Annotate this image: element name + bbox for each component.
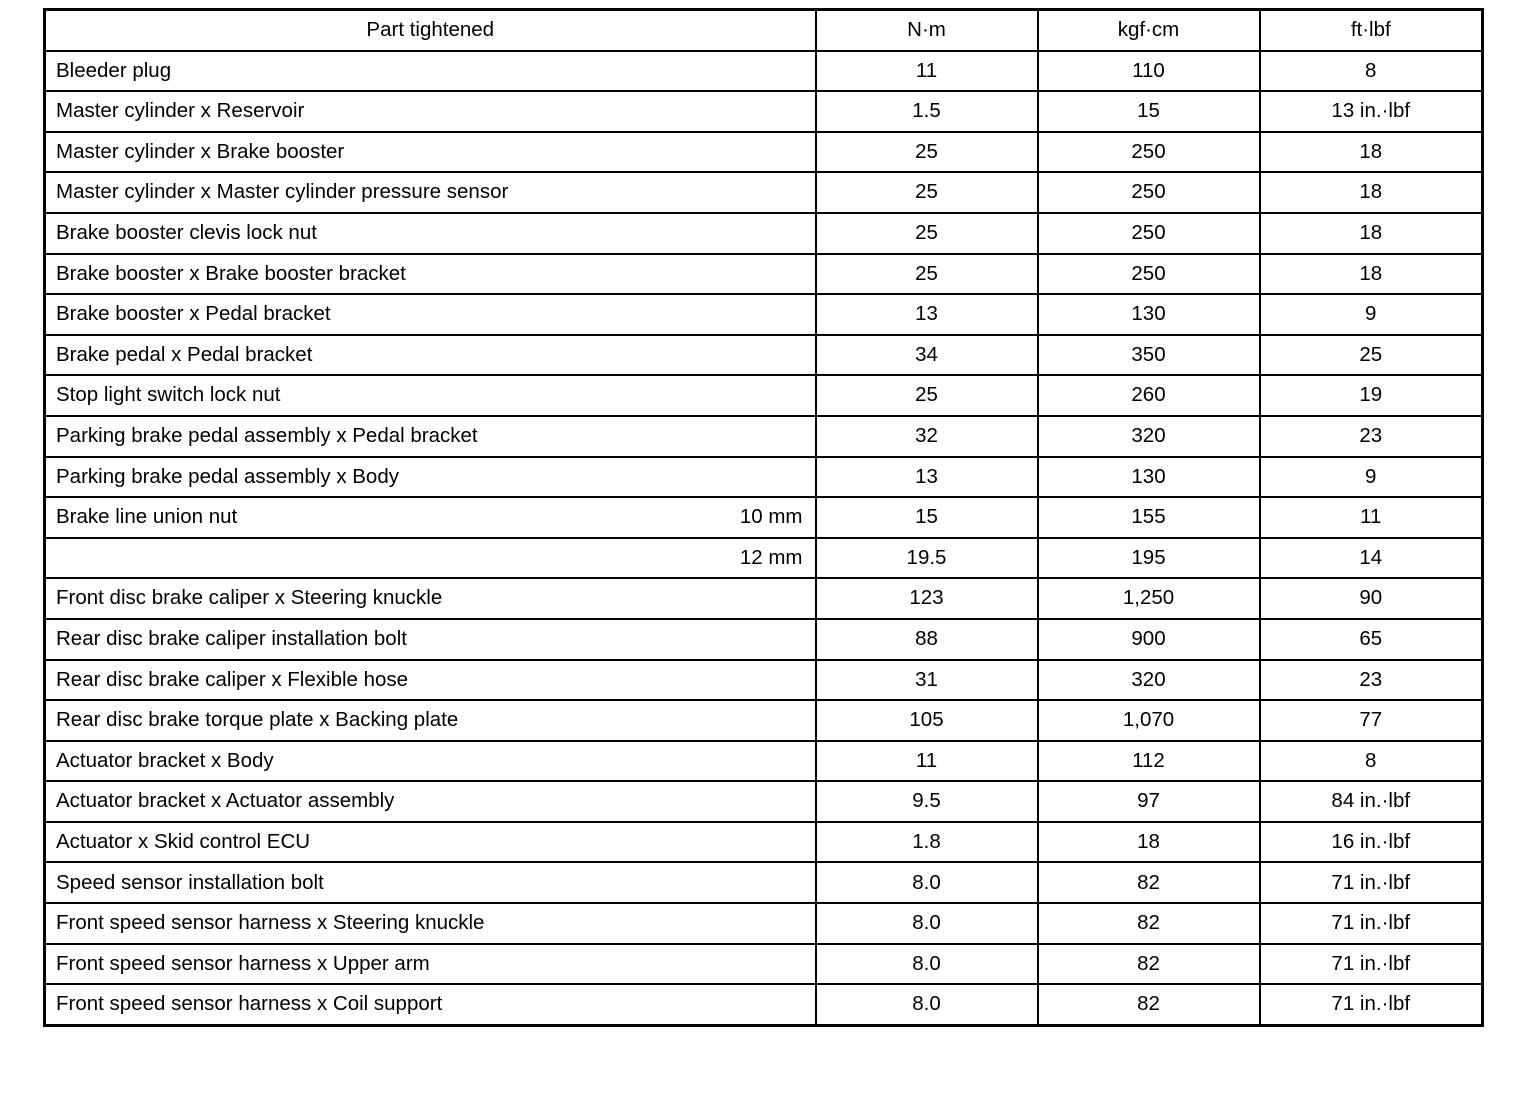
- nm-cell: 19.5: [816, 538, 1038, 579]
- table-row: [45, 375, 1483, 416]
- ft-lbf-cell: 71 in.·lbf: [1260, 903, 1483, 944]
- table-row: [45, 294, 1483, 335]
- kgf-cm-cell: 82: [1038, 903, 1260, 944]
- part-cell: [45, 294, 816, 335]
- table-row: [45, 781, 1483, 822]
- nm-cell: 15: [816, 497, 1038, 538]
- part-name: Actuator x Skid control ECU: [56, 829, 311, 853]
- nm-cell: 25: [816, 254, 1038, 295]
- table-row: [45, 741, 1483, 782]
- table-row: [45, 497, 1483, 538]
- part-name: Master cylinder x Reservoir: [56, 99, 305, 123]
- part-name: Actuator bracket x Body: [56, 748, 274, 772]
- part-name: Rear disc brake caliper x Flexible hose: [56, 667, 409, 691]
- kgf-cm-cell: 155: [1038, 497, 1260, 538]
- table-row: [45, 862, 1483, 903]
- part-cell: [45, 213, 816, 254]
- part-cell: [45, 51, 816, 92]
- part-cell: [45, 781, 816, 822]
- part-name: Actuator bracket x Actuator assembly: [56, 789, 395, 813]
- ft-lbf-cell: 19: [1260, 375, 1483, 416]
- nm-cell: 34: [816, 335, 1038, 376]
- ft-lbf-cell: 84 in.·lbf: [1260, 781, 1483, 822]
- nm-cell: 1.5: [816, 91, 1038, 132]
- nm-cell: 25: [816, 213, 1038, 254]
- table-row: [45, 903, 1483, 944]
- part-cell: [45, 335, 816, 376]
- part-name: Front speed sensor harness x Upper arm: [56, 951, 430, 975]
- nm-cell: 13: [816, 294, 1038, 335]
- part-cell: [45, 660, 816, 701]
- ft-lbf-cell: 13 in.·lbf: [1260, 91, 1483, 132]
- table-row: [45, 213, 1483, 254]
- table-row: [45, 578, 1483, 619]
- kgf-cm-cell: 250: [1038, 213, 1260, 254]
- part-cell: [45, 903, 816, 944]
- ft-lbf-cell: 18: [1260, 132, 1483, 173]
- kgf-cm-cell: 1,070: [1038, 700, 1260, 741]
- part-name: Master cylinder x Brake booster: [56, 139, 345, 163]
- nm-cell: 13: [816, 457, 1038, 498]
- ft-lbf-cell: 25: [1260, 335, 1483, 376]
- table-row: [45, 538, 1483, 579]
- part-cell: [45, 91, 816, 132]
- table-body: [45, 51, 1483, 1026]
- nm-cell: 31: [816, 660, 1038, 701]
- nm-cell: 25: [816, 375, 1038, 416]
- part-size: 10 mm: [739, 505, 803, 529]
- part-name: Stop light switch lock nut: [56, 383, 281, 407]
- nm-cell: 1.8: [816, 822, 1038, 863]
- ft-lbf-cell: 8: [1260, 51, 1483, 92]
- header-nm: N·m: [816, 10, 1038, 51]
- part-cell: [45, 944, 816, 985]
- nm-cell: 11: [816, 51, 1038, 92]
- kgf-cm-cell: 1,250: [1038, 578, 1260, 619]
- ft-lbf-cell: 9: [1260, 294, 1483, 335]
- part-cell: [45, 497, 816, 538]
- table-row: [45, 416, 1483, 457]
- kgf-cm-cell: 110: [1038, 51, 1260, 92]
- table-row: [45, 254, 1483, 295]
- part-name: Brake booster x Brake booster bracket: [56, 261, 406, 285]
- header-kgf-cm: kgf·cm: [1038, 10, 1260, 51]
- torque-spec-table: [43, 8, 1484, 1027]
- table-row: [45, 984, 1483, 1025]
- kgf-cm-cell: 320: [1038, 660, 1260, 701]
- table-row: [45, 619, 1483, 660]
- part-cell: [45, 862, 816, 903]
- kgf-cm-cell: 900: [1038, 619, 1260, 660]
- part-size: 12 mm: [739, 545, 803, 569]
- ft-lbf-cell: 65: [1260, 619, 1483, 660]
- kgf-cm-cell: 97: [1038, 781, 1260, 822]
- kgf-cm-cell: 82: [1038, 984, 1260, 1025]
- part-name: Parking brake pedal assembly x Pedal bracket: [56, 423, 478, 447]
- part-cell: [45, 375, 816, 416]
- table-row: [45, 457, 1483, 498]
- kgf-cm-cell: 250: [1038, 254, 1260, 295]
- ft-lbf-cell: 77: [1260, 700, 1483, 741]
- nm-cell: 8.0: [816, 862, 1038, 903]
- part-name: Brake pedal x Pedal bracket: [56, 342, 313, 366]
- part-cell: [45, 619, 816, 660]
- part-cell: [45, 457, 816, 498]
- kgf-cm-cell: 130: [1038, 294, 1260, 335]
- ft-lbf-cell: 23: [1260, 416, 1483, 457]
- part-name: Master cylinder x Master cylinder pressure sensor: [56, 180, 509, 204]
- part-name: Rear disc brake torque plate x Backing plate: [56, 708, 459, 732]
- kgf-cm-cell: 18: [1038, 822, 1260, 863]
- header-ft-lbf: ft·lbf: [1260, 10, 1483, 51]
- part-cell: [45, 416, 816, 457]
- nm-cell: 8.0: [816, 944, 1038, 985]
- part-name: Bleeder plug: [56, 58, 172, 82]
- part-cell: [45, 984, 816, 1025]
- part-name: Brake line union nut: [56, 505, 238, 529]
- part-name: Brake booster clevis lock nut: [56, 221, 317, 245]
- table-row: [45, 91, 1483, 132]
- ft-lbf-cell: 8: [1260, 741, 1483, 782]
- part-name: Brake booster x Pedal bracket: [56, 302, 331, 326]
- nm-cell: 123: [816, 578, 1038, 619]
- part-name: Front speed sensor harness x Coil support: [56, 992, 443, 1016]
- table-row: [45, 172, 1483, 213]
- ft-lbf-cell: 11: [1260, 497, 1483, 538]
- part-name: Front disc brake caliper x Steering knuckle: [56, 586, 443, 610]
- kgf-cm-cell: 15: [1038, 91, 1260, 132]
- nm-cell: 8.0: [816, 984, 1038, 1025]
- table-row: [45, 132, 1483, 173]
- header-row: [45, 10, 1483, 51]
- nm-cell: 32: [816, 416, 1038, 457]
- part-cell: [45, 254, 816, 295]
- kgf-cm-cell: 250: [1038, 132, 1260, 173]
- ft-lbf-cell: 23: [1260, 660, 1483, 701]
- part-name: Speed sensor installation bolt: [56, 870, 324, 894]
- ft-lbf-cell: 9: [1260, 457, 1483, 498]
- kgf-cm-cell: 112: [1038, 741, 1260, 782]
- nm-cell: 8.0: [816, 903, 1038, 944]
- table-row: [45, 335, 1483, 376]
- part-name: Front speed sensor harness x Steering knuckle: [56, 911, 485, 935]
- kgf-cm-cell: 82: [1038, 944, 1260, 985]
- ft-lbf-cell: 18: [1260, 172, 1483, 213]
- table-row: [45, 660, 1483, 701]
- part-name: Parking brake pedal assembly x Body: [56, 464, 399, 488]
- ft-lbf-cell: 16 in.·lbf: [1260, 822, 1483, 863]
- part-cell: [45, 132, 816, 173]
- part-name: Rear disc brake caliper installation bolt: [56, 626, 407, 650]
- ft-lbf-cell: 90: [1260, 578, 1483, 619]
- table-row: [45, 944, 1483, 985]
- table-row: [45, 822, 1483, 863]
- nm-cell: 25: [816, 132, 1038, 173]
- kgf-cm-cell: 350: [1038, 335, 1260, 376]
- ft-lbf-cell: 71 in.·lbf: [1260, 944, 1483, 985]
- nm-cell: 105: [816, 700, 1038, 741]
- table-row: [45, 51, 1483, 92]
- kgf-cm-cell: 82: [1038, 862, 1260, 903]
- ft-lbf-cell: 71 in.·lbf: [1260, 984, 1483, 1025]
- part-cell: [45, 700, 816, 741]
- nm-cell: 25: [816, 172, 1038, 213]
- nm-cell: 88: [816, 619, 1038, 660]
- ft-lbf-cell: 18: [1260, 254, 1483, 295]
- kgf-cm-cell: 130: [1038, 457, 1260, 498]
- nm-cell: 9.5: [816, 781, 1038, 822]
- kgf-cm-cell: 195: [1038, 538, 1260, 579]
- kgf-cm-cell: 260: [1038, 375, 1260, 416]
- nm-cell: 11: [816, 741, 1038, 782]
- kgf-cm-cell: 250: [1038, 172, 1260, 213]
- ft-lbf-cell: 71 in.·lbf: [1260, 862, 1483, 903]
- part-cell: [45, 578, 816, 619]
- part-cell: [45, 172, 816, 213]
- part-cell: [45, 822, 816, 863]
- part-cell: [45, 538, 816, 579]
- ft-lbf-cell: 14: [1260, 538, 1483, 579]
- header-part-tightened: Part tightened: [45, 10, 816, 51]
- table-row: [45, 700, 1483, 741]
- part-cell: [45, 741, 816, 782]
- ft-lbf-cell: 18: [1260, 213, 1483, 254]
- kgf-cm-cell: 320: [1038, 416, 1260, 457]
